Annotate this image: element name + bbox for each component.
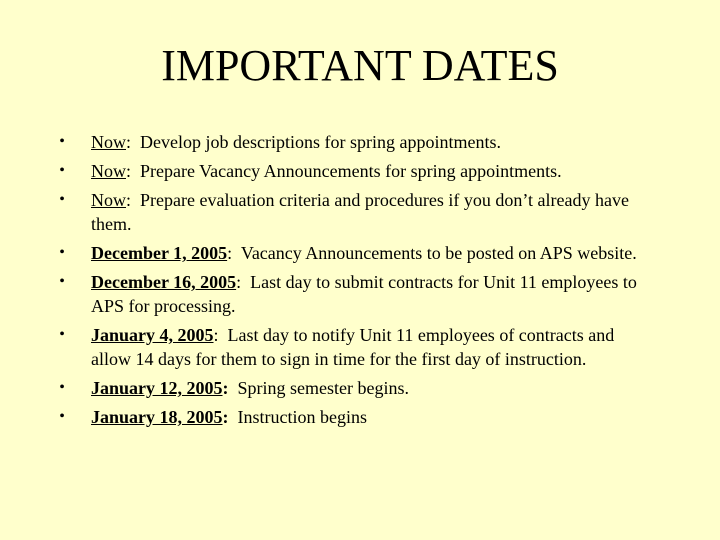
list-item [56,405,656,429]
item-colon: : [222,407,229,427]
item-date: Now [91,161,126,181]
item-text: Vacancy Announcements to be posted on APS website. [232,243,637,263]
item-text: Prepare Vacancy Announcements for spring appointments. [131,161,562,181]
item-colon: : [227,243,233,263]
item-text: Spring semester begins. [228,378,409,398]
item-text: Prepare evaluation criteria and procedures if you don’t already have them. [91,190,634,234]
item-date: January 12, 2005 [91,378,223,398]
item-colon: : [126,132,132,152]
list-item [56,130,656,154]
item-colon: : [213,325,219,345]
item-colon: : [222,378,229,398]
list-item [56,376,656,400]
item-colon: : [126,190,132,210]
bullet-icon: • [59,133,65,150]
item-text: Instruction begins [228,407,367,427]
list-item [56,159,656,183]
bullet-icon: • [59,162,65,179]
list-item [56,188,656,236]
bullet-icon: • [59,408,65,425]
item-text: Last day to notify Unit 11 employees of contracts and allow 14 days for them to sign in time for the first day of instruction. [91,325,619,369]
bullet-icon: • [59,326,65,343]
item-date: December 1, 2005 [91,243,228,263]
item-colon: : [126,161,132,181]
item-date: Now [91,190,126,210]
list-item [56,241,656,265]
item-text: Last day to submit contracts for Unit 11 employees to APS for processing. [91,272,641,316]
important-dates-list [56,130,656,434]
list-item [56,323,656,371]
item-date: Now [91,132,126,152]
bullet-icon: • [59,244,65,261]
list-item [56,270,656,318]
item-date: December 16, 2005 [91,272,237,292]
item-date: January 18, 2005 [91,407,223,427]
item-date: January 4, 2005 [91,325,214,345]
slide-title: IMPORTANT DATES [161,41,559,90]
item-text: Develop job descriptions for spring appointments. [131,132,501,152]
bullet-icon: • [59,191,65,208]
item-colon: : [236,272,242,292]
bullet-icon: • [59,273,65,290]
bullet-icon: • [59,379,65,396]
